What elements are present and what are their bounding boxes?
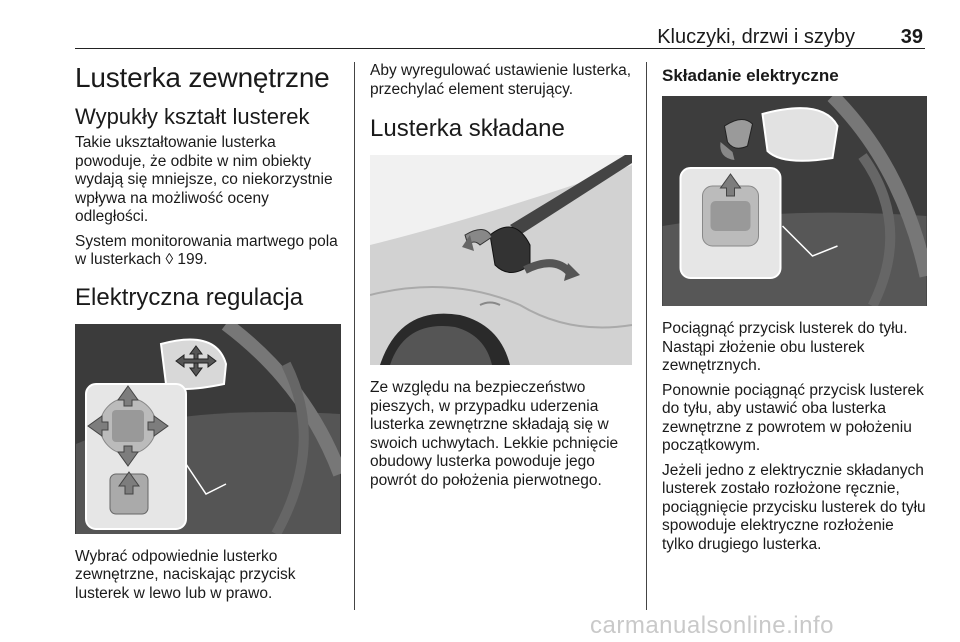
column-divider — [354, 62, 355, 610]
mirror-adjust-illustration — [75, 324, 341, 534]
subsection-title: Składanie elektryczne — [662, 66, 839, 85]
column-2 — [370, 62, 632, 496]
subsection-title: Wypukły kształt lusterek — [75, 104, 310, 129]
column-3 — [662, 62, 927, 560]
paragraph: Takie ukształtowanie lusterka powoduje, że odbite w nim obiekty wydają się mniejsze, co niekorzystnie wpływa na możliwość oceny odległości. — [75, 134, 333, 225]
paragraph: System monitorowania martwego pola w lusterkach ◊ 199. — [75, 232, 338, 268]
paragraph: Aby wyregulować ustawienie lusterka, przechylać element sterujący. — [370, 62, 632, 98]
watermark: carmanualsonline.info — [590, 612, 834, 639]
page-header — [75, 26, 925, 49]
column-1 — [75, 62, 341, 609]
header-title: Kluczyki, drzwi i szyby — [657, 26, 855, 48]
section-title: Lusterka zewnętrzne — [75, 62, 330, 93]
subsection-title: Lusterka składane — [370, 115, 565, 142]
paragraph: Ponownie pociągnąć przycisk lusterek do tyłu, aby ustawić oba lusterka zewnętrzne z powrotem w położeniu początkowym. — [662, 381, 924, 454]
subsection-title: Elektryczna regulacja — [75, 283, 304, 311]
column-divider — [646, 62, 647, 610]
paragraph: Jeżeli jedno z elektrycznie składanych lusterek zostało rozłożone ręcznie, pociągnięcie przycisku lusterek do tyłu spowoduje elektryczne rozłożenie tylko drugiego lusterka. — [662, 461, 926, 553]
paragraph: Ze względu na bezpieczeństwo pieszych, w przypadku uderzenia lusterka zewnętrzne składają się w swoich uchwytach. Lekkie pchnięcie obudowy lusterka powoduje jego powrót do położenia pierwotnego. — [370, 379, 619, 489]
paragraph: Wybrać odpowiednie lusterko zewnętrzne, naciskając przycisk lusterek w lewo lub w prawo. — [75, 547, 296, 602]
electric-folding-illustration — [662, 96, 927, 306]
folding-mirror-illustration — [370, 155, 632, 365]
page-number: 39 — [900, 26, 923, 48]
paragraph: Pociągnąć przycisk lusterek do tyłu. Nastąpi złożenie obu lusterek zewnętrznych. — [662, 320, 908, 374]
